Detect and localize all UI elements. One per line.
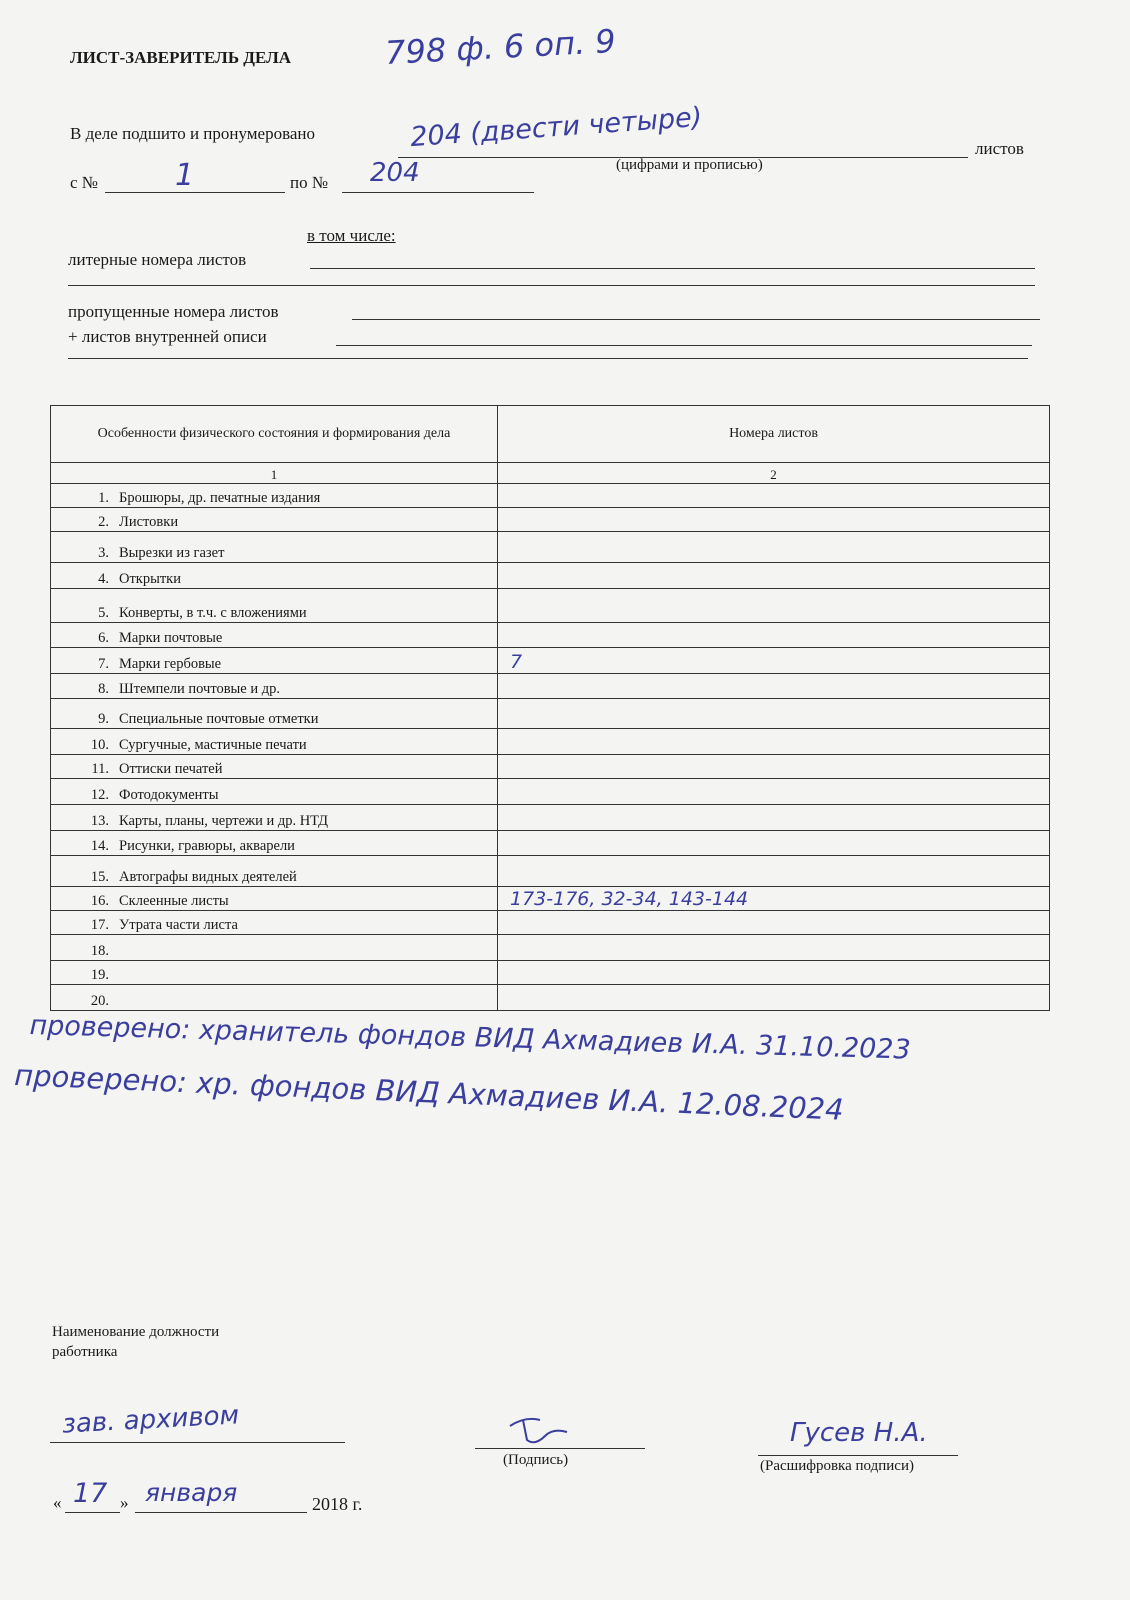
table-row	[51, 674, 1050, 699]
row-feature-cell	[51, 985, 498, 1011]
date-year: 2018 г.	[312, 1494, 363, 1514]
date-month-line	[135, 1512, 307, 1513]
row-feature-cell	[51, 887, 498, 911]
table-row	[51, 729, 1050, 755]
row-number: 6.	[98, 630, 109, 646]
row-number: 7.	[98, 656, 109, 672]
row-sheet-numbers	[506, 485, 510, 507]
col1-number: 1	[51, 463, 498, 484]
row-label: Рисунки, гравюры, акварели	[119, 838, 295, 854]
table-row	[51, 589, 1050, 623]
row-sheet-numbers	[506, 808, 510, 830]
row-feature-cell	[51, 623, 498, 648]
table-row	[51, 911, 1050, 935]
row-feature-cell	[51, 508, 498, 532]
row-number: 19.	[90, 967, 109, 983]
row-feature-cell	[51, 563, 498, 589]
row-feature-cell	[51, 779, 498, 805]
row-feature-cell	[51, 532, 498, 563]
row-feature-cell	[51, 911, 498, 935]
row-number: 4.	[98, 571, 109, 587]
row-sheet-numbers-cell	[498, 887, 1050, 911]
row-number: 20.	[90, 993, 109, 1009]
row-sheet-numbers-cell	[498, 729, 1050, 755]
to-label: по №	[290, 173, 329, 192]
row-number: 5.	[98, 605, 109, 621]
row-label: Автографы видных деятелей	[119, 869, 297, 885]
table-row	[51, 831, 1050, 856]
row-number: 3.	[98, 545, 109, 561]
row-label: Марки гербовые	[119, 656, 222, 672]
internal-inventory-line	[336, 345, 1032, 346]
row-sheet-numbers-cell	[498, 648, 1050, 674]
col1-header: Особенности физического состояния и формирования дела	[51, 406, 498, 463]
sheets-label: В деле подшито и пронумеровано	[70, 124, 316, 143]
row-sheet-numbers	[506, 756, 510, 778]
signature-label: (Подпись)	[503, 1452, 569, 1468]
row-label: Фотодокументы	[119, 787, 219, 803]
row-sheet-numbers	[506, 833, 510, 855]
decoding-label: (Расшифровка подписи)	[760, 1458, 914, 1474]
internal-inventory-label: + листов внутренней описи	[68, 327, 267, 346]
row-sheet-numbers-cell	[498, 911, 1050, 935]
row-label: Склеенные листы	[119, 893, 229, 909]
row-sheet-numbers	[506, 540, 510, 562]
position-handwritten: зав. архивом	[61, 1400, 240, 1440]
signature-mark	[505, 1408, 585, 1448]
decoding-handwritten: Гусев Н.А.	[790, 1418, 928, 1448]
table-row	[51, 563, 1050, 589]
row-label: Марки почтовые	[119, 630, 223, 646]
row-label: Специальные почтовые отметки	[119, 711, 319, 727]
date-day-line	[65, 1512, 120, 1513]
table-row	[51, 887, 1050, 911]
row-sheet-numbers	[506, 600, 510, 622]
missing-numbers-label: пропущенные номера листов	[68, 302, 279, 321]
row-number: 14.	[90, 838, 109, 854]
row-label: Сургучные, мастичные печати	[119, 737, 307, 753]
row-sheet-numbers-cell	[498, 699, 1050, 729]
row-sheet-numbers-cell	[498, 831, 1050, 856]
row-sheet-numbers	[506, 676, 510, 698]
date-open-quote: «	[53, 1493, 62, 1512]
row-label: Карты, планы, чертежи и др. НТД	[119, 813, 329, 829]
from-value: 1	[175, 158, 195, 193]
row-sheet-numbers-cell	[498, 623, 1050, 648]
row-sheet-numbers-cell	[498, 755, 1050, 779]
row-sheet-numbers: 7	[510, 651, 523, 673]
row-number: 17.	[90, 917, 109, 933]
row-feature-cell	[51, 935, 498, 961]
row-sheet-numbers-cell	[498, 589, 1050, 623]
row-feature-cell	[51, 856, 498, 887]
row-sheet-numbers-cell	[498, 856, 1050, 887]
row-number: 8.	[98, 681, 109, 697]
row-label: Конверты, в т.ч. с вложениями	[119, 605, 307, 621]
to-line	[342, 192, 534, 193]
row-label: Брошюры, др. печатные издания	[119, 490, 321, 506]
row-sheet-numbers	[506, 912, 510, 934]
sheets-handwritten: 204 (двести четыре)	[409, 101, 704, 154]
row-feature-cell	[51, 831, 498, 856]
row-sheet-numbers	[506, 625, 510, 647]
table-row	[51, 935, 1050, 961]
features-table	[50, 405, 1050, 1011]
to-value: 204	[370, 158, 420, 188]
including-label: в том числе:	[307, 226, 396, 245]
table-row	[51, 755, 1050, 779]
document-title: ЛИСТ-ЗАВЕРИТЕЛЬ ДЕЛА	[70, 48, 292, 67]
table-row	[51, 699, 1050, 729]
row-sheet-numbers	[506, 566, 510, 588]
sheets-hint: (цифрами и прописью)	[616, 157, 763, 173]
from-label: с №	[70, 173, 99, 192]
row-label: Вырезки из газет	[119, 545, 225, 561]
row-sheet-numbers	[506, 864, 510, 886]
row-feature-cell	[51, 648, 498, 674]
row-sheet-numbers-cell	[498, 508, 1050, 532]
row-number: 16.	[90, 893, 109, 909]
row-sheet-numbers-cell	[498, 779, 1050, 805]
table-row	[51, 961, 1050, 985]
letter-numbers-line	[310, 268, 1035, 269]
missing-numbers-line	[352, 319, 1040, 320]
check-note-2: проверено: хр. фондов ВИД Ахмадиев И.А. 12.08.2024	[13, 1058, 845, 1127]
row-feature-cell	[51, 674, 498, 699]
row-number: 18.	[90, 943, 109, 959]
row-sheet-numbers-cell	[498, 674, 1050, 699]
row-label: Утрата части листа	[119, 917, 238, 933]
extra-line	[68, 285, 1035, 286]
sheets-unit: листов	[975, 139, 1024, 158]
table-row	[51, 805, 1050, 831]
decoding-line	[758, 1455, 958, 1456]
row-sheet-numbers	[506, 706, 510, 728]
row-label: Открытки	[119, 571, 181, 587]
row-feature-cell	[51, 729, 498, 755]
date-day: 17	[73, 1478, 108, 1509]
signature-line	[475, 1448, 645, 1449]
row-sheet-numbers-cell	[498, 563, 1050, 589]
row-feature-cell	[51, 589, 498, 623]
row-sheet-numbers	[506, 962, 510, 984]
table-row	[51, 532, 1050, 563]
row-number: 13.	[90, 813, 109, 829]
row-sheet-numbers-cell	[498, 935, 1050, 961]
row-feature-cell	[51, 961, 498, 985]
row-number: 10.	[90, 737, 109, 753]
row-sheet-numbers-cell	[498, 805, 1050, 831]
row-sheet-numbers	[506, 509, 510, 531]
row-label: Штемпели почтовые и др.	[119, 681, 281, 697]
row-label: Оттиски печатей	[119, 761, 223, 777]
table-row	[51, 623, 1050, 648]
row-sheet-numbers: 173-176, 32-34, 143-144	[510, 888, 749, 910]
row-number: 15.	[90, 869, 109, 885]
row-sheet-numbers	[506, 938, 510, 960]
table-row	[51, 648, 1050, 674]
row-number: 2.	[98, 514, 109, 530]
row-sheet-numbers-cell	[498, 532, 1050, 563]
table-row	[51, 484, 1050, 508]
row-feature-cell	[51, 755, 498, 779]
extra-line-2	[68, 358, 1028, 359]
row-sheet-numbers-cell	[498, 484, 1050, 508]
table-row	[51, 508, 1050, 532]
table-row	[51, 779, 1050, 805]
row-number: 9.	[98, 711, 109, 727]
row-number: 12.	[90, 787, 109, 803]
date-close-quote: »	[120, 1493, 129, 1512]
from-line	[105, 192, 285, 193]
row-sheet-numbers	[506, 732, 510, 754]
row-number: 1.	[98, 490, 109, 506]
letter-numbers-label: литерные номера листов	[68, 250, 247, 269]
col2-header: Номера листов	[498, 406, 1050, 463]
row-label: Листовки	[119, 514, 179, 530]
row-feature-cell	[51, 805, 498, 831]
position-line	[50, 1442, 345, 1443]
row-sheet-numbers-cell	[498, 985, 1050, 1011]
table-row	[51, 985, 1050, 1011]
row-sheet-numbers	[506, 988, 510, 1010]
row-sheet-numbers	[506, 782, 510, 804]
date-month: января	[145, 1478, 238, 1507]
row-feature-cell	[51, 484, 498, 508]
position-label: Наименование должности работника	[52, 1324, 220, 1360]
row-sheet-numbers-cell	[498, 961, 1050, 985]
handwritten-case-code: 798 ф. 6 оп. 9	[384, 21, 617, 73]
row-number: 11.	[91, 761, 109, 777]
row-feature-cell	[51, 699, 498, 729]
check-note-1: проверено: хранитель фондов ВИД Ахмадиев И.А. 31.10.2023	[29, 1010, 912, 1066]
col2-number: 2	[498, 463, 1050, 484]
table-row	[51, 856, 1050, 887]
